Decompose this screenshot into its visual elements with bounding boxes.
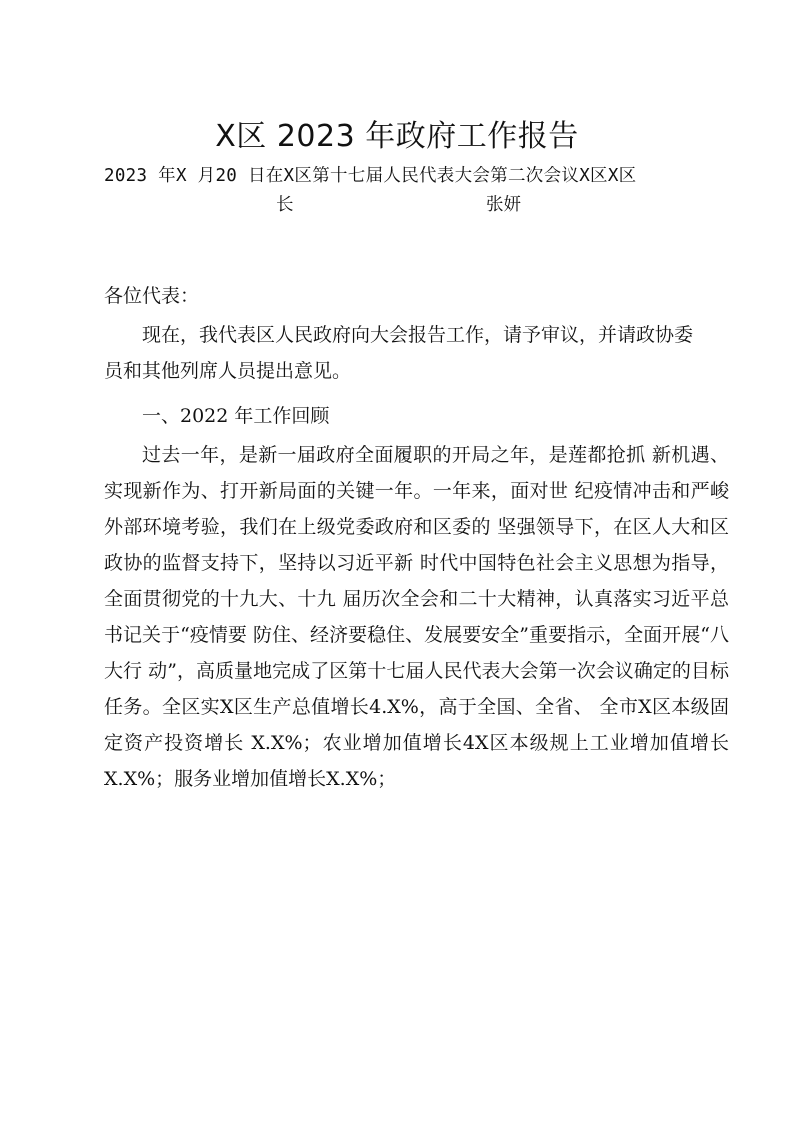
review-paragraph: 过去一年，是新一届政府全面履职的开局之年，是莲都抢抓 新机遇、实现新作为、打开新局面的关键一年。一年来，面对世 纪疫情冲击和严峻外部环境考验，我们在上级党委政府和区委的 坚强领导下，在区人大和区政协的监督支持下，坚持以习近平新 时代中国特色社会主义思想为指导，全面贯彻党的十九大、十九 届历次全会和二十大精神，认真落实习近平总书记关于“疫情要 防住、经济要稳住、发展要安全”重要指示，全面开展“八大行 动”，高质量地完成了区第十七届人民代表大会第一次会议确定的目标任务。全区实X区生产总值增长4.X%，高于全国、全省、 全市X区本级固定资产投资增长 X.X%；农业增加值增长4X区本级规上工业增加值增长X.X%；服务业增加值增长X.X%； bbox=[104, 444, 729, 790]
salutation: 各位代表： bbox=[104, 285, 200, 307]
subtitle-speaker-name: 张妍 bbox=[486, 195, 521, 215]
subtitle-line-2-title: 长 bbox=[276, 195, 294, 215]
opening-paragraph: 现在，我代表区人民政府向大会报告工作，请予审议，并请政协委员和其他列席人员提出意见。 bbox=[104, 324, 694, 382]
document-title: X区 2023 年政府工作报告 bbox=[215, 119, 579, 154]
subtitle-line-1: 2023 年X 月20 日在X区第十七届人民代表大会第二次会议X区X区 bbox=[104, 166, 637, 186]
section-heading: 一、2022 年工作回顾 bbox=[142, 405, 330, 427]
